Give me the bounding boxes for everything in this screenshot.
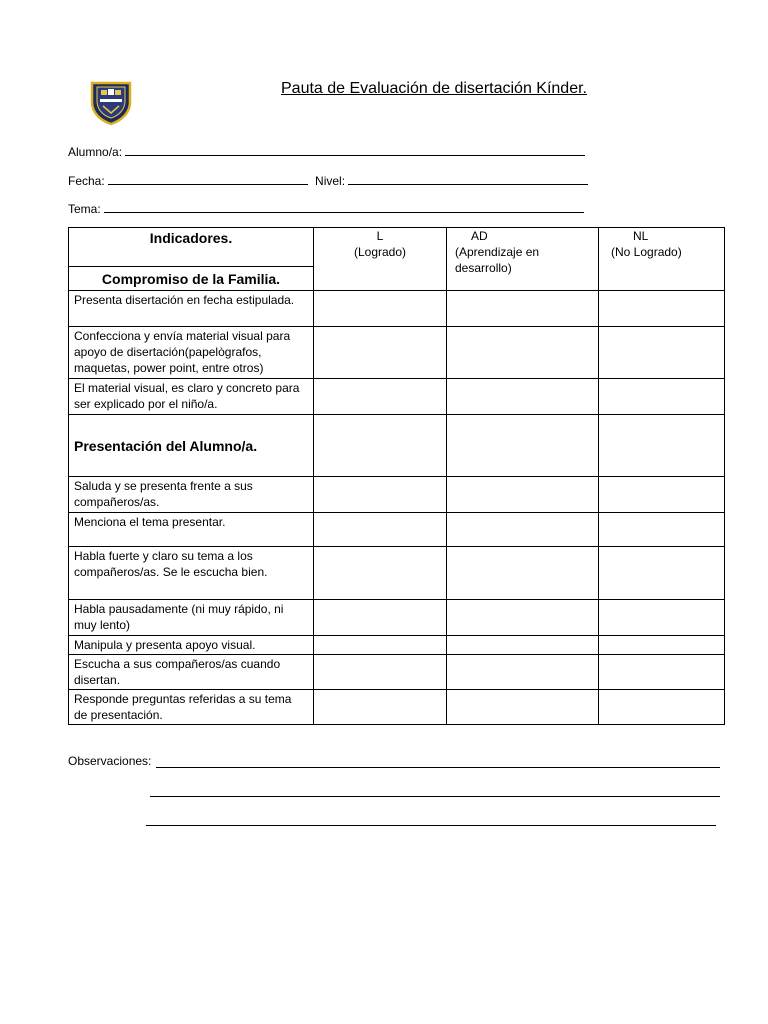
cell-ad[interactable] [447,477,599,513]
observaciones-line-3[interactable] [146,824,716,826]
cell-ad[interactable] [447,690,599,725]
tema-label: Tema: [68,202,101,216]
fecha-field[interactable] [68,173,588,188]
observaciones-label: Observaciones: [68,754,152,768]
cell-nl[interactable] [599,600,725,636]
table-row [69,636,725,655]
cell-nl[interactable] [599,547,725,600]
cell-ad[interactable] [447,291,599,327]
cell-ad[interactable] [447,636,599,655]
fecha-line[interactable] [108,173,308,185]
cell-l[interactable] [314,291,447,327]
alumno-line[interactable] [125,144,585,156]
table-row [69,291,725,327]
alumno-label: Alumno/a: [68,145,123,159]
evaluation-table [68,227,725,725]
table-row [69,690,725,725]
alumno-field[interactable] [68,144,585,159]
indicator-cell: Saluda y se presenta frente a sus compañeros/as. [69,477,314,513]
cell-nl[interactable] [599,477,725,513]
section-row-alumno [69,415,725,477]
cell-l[interactable] [314,655,447,690]
cell-l[interactable] [314,636,447,655]
header-no-logrado [599,228,725,291]
cell-l[interactable] [314,477,447,513]
cell-nl[interactable] [599,327,725,379]
cell-ad[interactable] [447,547,599,600]
table-row [69,655,725,690]
indicator-cell: El material visual, es claro y concreto para ser explicado por el niño/a. [69,379,314,415]
header-aprendizaje [447,228,599,291]
col-ad-code: AD [471,229,488,243]
observaciones-line-1[interactable] [156,766,720,768]
cell-l[interactable] [314,327,447,379]
fecha-label: Fecha: [68,174,105,188]
cell-ad[interactable] [447,655,599,690]
document-title [0,80,768,98]
cell-nl[interactable] [599,655,725,690]
header-compromiso-familia: Compromiso de la Familia. [69,267,314,291]
col-l-label: (Logrado) [353,245,407,259]
cell-l[interactable] [314,513,447,547]
cell-nl[interactable] [599,379,725,415]
table-row [69,600,725,636]
indicator-cell: Presenta disertación en fecha estipulada. [69,291,314,327]
title-text: Pauta de Evaluación de disertación Kínder [281,80,583,97]
cell-nl [599,415,725,477]
cell-nl[interactable] [599,513,725,547]
indicator-cell: Responde preguntas referidas a su tema de presentación. [69,690,314,725]
indicator-cell: Confecciona y envía material visual para apoyo de disertación(papelògrafos, maquetas, power point, entre otros) [69,327,314,379]
cell-ad[interactable] [447,600,599,636]
cell-l [314,415,447,477]
header-indicadores: Indicadores. [69,228,314,267]
observaciones-line-2[interactable] [150,795,720,797]
title-suffix: . [582,80,587,97]
indicator-cell: Menciona el tema presentar. [69,513,314,547]
section-presentacion-alumno: Presentación del Alumno/a. [69,415,314,477]
cell-ad[interactable] [447,379,599,415]
table-row [69,547,725,600]
header-logrado [314,228,447,291]
col-ad-label: (Aprendizaje en desarrollo) [455,245,540,275]
cell-ad [447,415,599,477]
cell-nl[interactable] [599,636,725,655]
cell-l[interactable] [314,600,447,636]
table-row [69,477,725,513]
nivel-label: Nivel: [315,174,346,188]
nivel-line[interactable] [348,173,588,185]
cell-nl[interactable] [599,291,725,327]
cell-ad[interactable] [447,513,599,547]
cell-l[interactable] [314,379,447,415]
col-nl-label: (No Logrado) [611,245,682,259]
cell-nl[interactable] [599,690,725,725]
indicator-cell: Escucha a sus compañeros/as cuando disertan. [69,655,314,690]
table-row [69,513,725,547]
table-row [69,327,725,379]
cell-ad[interactable] [447,327,599,379]
tema-line[interactable] [104,201,584,213]
cell-l[interactable] [314,547,447,600]
col-l-code: L [376,229,384,243]
col-nl-code: NL [633,229,649,243]
indicator-cell: Habla fuerte y claro su tema a los compañeros/as. Se le escucha bien. [69,547,314,600]
cell-l[interactable] [314,690,447,725]
indicator-cell: Manipula y presenta apoyo visual. [69,636,314,655]
tema-field[interactable] [68,201,584,216]
table-row [69,379,725,415]
indicator-cell: Habla pausadamente (ni muy rápido, ni muy lento) [69,600,314,636]
